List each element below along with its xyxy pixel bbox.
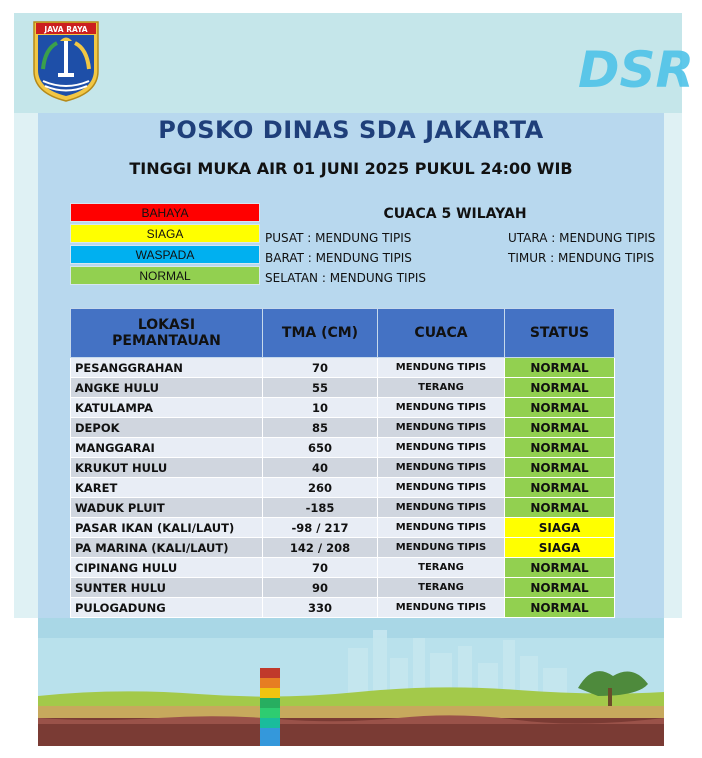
header-lokasi: LOKASI PEMANTAUAN xyxy=(71,309,263,358)
page-title: POSKO DINAS SDA JAKARTA xyxy=(158,116,544,144)
cell-cuaca: MENDUNG TIPIS xyxy=(378,458,505,478)
cell-tma: -98 / 217 xyxy=(263,518,378,538)
weather-timur: TIMUR : MENDUNG TIPIS xyxy=(508,251,655,265)
cell-lokasi: KATULAMPA xyxy=(71,398,263,418)
legend-siaga: SIAGA xyxy=(70,224,260,243)
weather-title: CUACA 5 WILAYAH xyxy=(383,206,527,222)
cell-cuaca: MENDUNG TIPIS xyxy=(378,518,505,538)
cell-status: NORMAL xyxy=(505,478,615,498)
water-level-gauge-icon xyxy=(260,668,280,746)
cell-cuaca: TERANG xyxy=(378,578,505,598)
cell-tma: 650 xyxy=(263,438,378,458)
table-row xyxy=(71,378,615,398)
cell-status: NORMAL xyxy=(505,458,615,478)
table-row xyxy=(71,538,615,558)
left-margin-strip xyxy=(14,113,38,618)
cell-cuaca: MENDUNG TIPIS xyxy=(378,418,505,438)
cell-status: NORMAL xyxy=(505,438,615,458)
header-cuaca: CUACA xyxy=(378,309,505,358)
table-row xyxy=(71,518,615,538)
cell-lokasi: WADUK PLUIT xyxy=(71,498,263,518)
cell-lokasi: PULOGADUNG xyxy=(71,598,263,618)
cell-lokasi: KARET xyxy=(71,478,263,498)
cell-cuaca: TERANG xyxy=(378,558,505,578)
cell-status: NORMAL xyxy=(505,498,615,518)
cell-tma: 85 xyxy=(263,418,378,438)
city-landscape-illustration xyxy=(38,618,664,746)
cell-cuaca: MENDUNG TIPIS xyxy=(378,498,505,518)
cell-status: NORMAL xyxy=(505,398,615,418)
dsr-logo-lettering: DSR xyxy=(578,41,695,99)
cell-status: NORMAL xyxy=(505,358,615,378)
cell-lokasi: DEPOK xyxy=(71,418,263,438)
cell-tma: -185 xyxy=(263,498,378,518)
legend-waspada: WASPADA xyxy=(70,245,260,264)
cell-lokasi: PASAR IKAN (KALI/LAUT) xyxy=(71,518,263,538)
table-row xyxy=(71,558,615,578)
cell-cuaca: MENDUNG TIPIS xyxy=(378,438,505,458)
weather-pusat: PUSAT : MENDUNG TIPIS xyxy=(265,231,412,245)
table-row xyxy=(71,418,615,438)
table-row xyxy=(71,398,615,418)
cell-tma: 330 xyxy=(263,598,378,618)
cell-lokasi: CIPINANG HULU xyxy=(71,558,263,578)
cell-tma: 70 xyxy=(263,558,378,578)
cell-lokasi: ANGKE HULU xyxy=(71,378,263,398)
page-subtitle: TINGGI MUKA AIR 01 JUNI 2025 PUKUL 24:00 WIB xyxy=(129,159,573,178)
cell-lokasi: SUNTER HULU xyxy=(71,578,263,598)
cell-status: NORMAL xyxy=(505,558,615,578)
header-tma: TMA (CM) xyxy=(263,309,378,358)
cell-tma: 10 xyxy=(263,398,378,418)
cell-cuaca: MENDUNG TIPIS xyxy=(378,358,505,378)
water-level-table xyxy=(70,308,615,618)
dsr-logo-icon xyxy=(574,27,695,99)
weather-barat: BARAT : MENDUNG TIPIS xyxy=(265,251,412,265)
table-row xyxy=(71,598,615,618)
table-row xyxy=(71,458,615,478)
cell-tma: 55 xyxy=(263,378,378,398)
cell-tma: 70 xyxy=(263,358,378,378)
table-row xyxy=(71,358,615,378)
cell-cuaca: MENDUNG TIPIS xyxy=(378,538,505,558)
cell-status: NORMAL xyxy=(505,378,615,398)
weather-utara: UTARA : MENDUNG TIPIS xyxy=(508,231,656,245)
cell-tma: 142 / 208 xyxy=(263,538,378,558)
weather-selatan: SELATAN : MENDUNG TIPIS xyxy=(265,271,426,285)
cell-status: SIAGA xyxy=(505,518,615,538)
cell-cuaca: TERANG xyxy=(378,378,505,398)
cell-lokasi: MANGGARAI xyxy=(71,438,263,458)
table-row xyxy=(71,478,615,498)
cell-status: SIAGA xyxy=(505,538,615,558)
dki-jakarta-emblem-icon xyxy=(31,19,101,103)
cell-lokasi: PESANGGRAHAN xyxy=(71,358,263,378)
cell-tma: 40 xyxy=(263,458,378,478)
table-row xyxy=(71,438,615,458)
right-margin-strip xyxy=(664,113,682,618)
table-row xyxy=(71,578,615,598)
cell-lokasi: PA MARINA (KALI/LAUT) xyxy=(71,538,263,558)
emblem-lettering: JAVA RAYA xyxy=(44,25,88,34)
cell-status: NORMAL xyxy=(505,578,615,598)
cell-tma: 90 xyxy=(263,578,378,598)
cell-cuaca: MENDUNG TIPIS xyxy=(378,478,505,498)
cell-tma: 260 xyxy=(263,478,378,498)
cell-cuaca: MENDUNG TIPIS xyxy=(378,398,505,418)
legend-normal: NORMAL xyxy=(70,266,260,285)
cell-status: NORMAL xyxy=(505,418,615,438)
legend-bahaya: BAHAYA xyxy=(70,203,260,222)
cell-lokasi: KRUKUT HULU xyxy=(71,458,263,478)
cell-status: NORMAL xyxy=(505,598,615,618)
table-row xyxy=(71,498,615,518)
cell-cuaca: MENDUNG TIPIS xyxy=(378,598,505,618)
header-status: STATUS xyxy=(505,309,615,358)
